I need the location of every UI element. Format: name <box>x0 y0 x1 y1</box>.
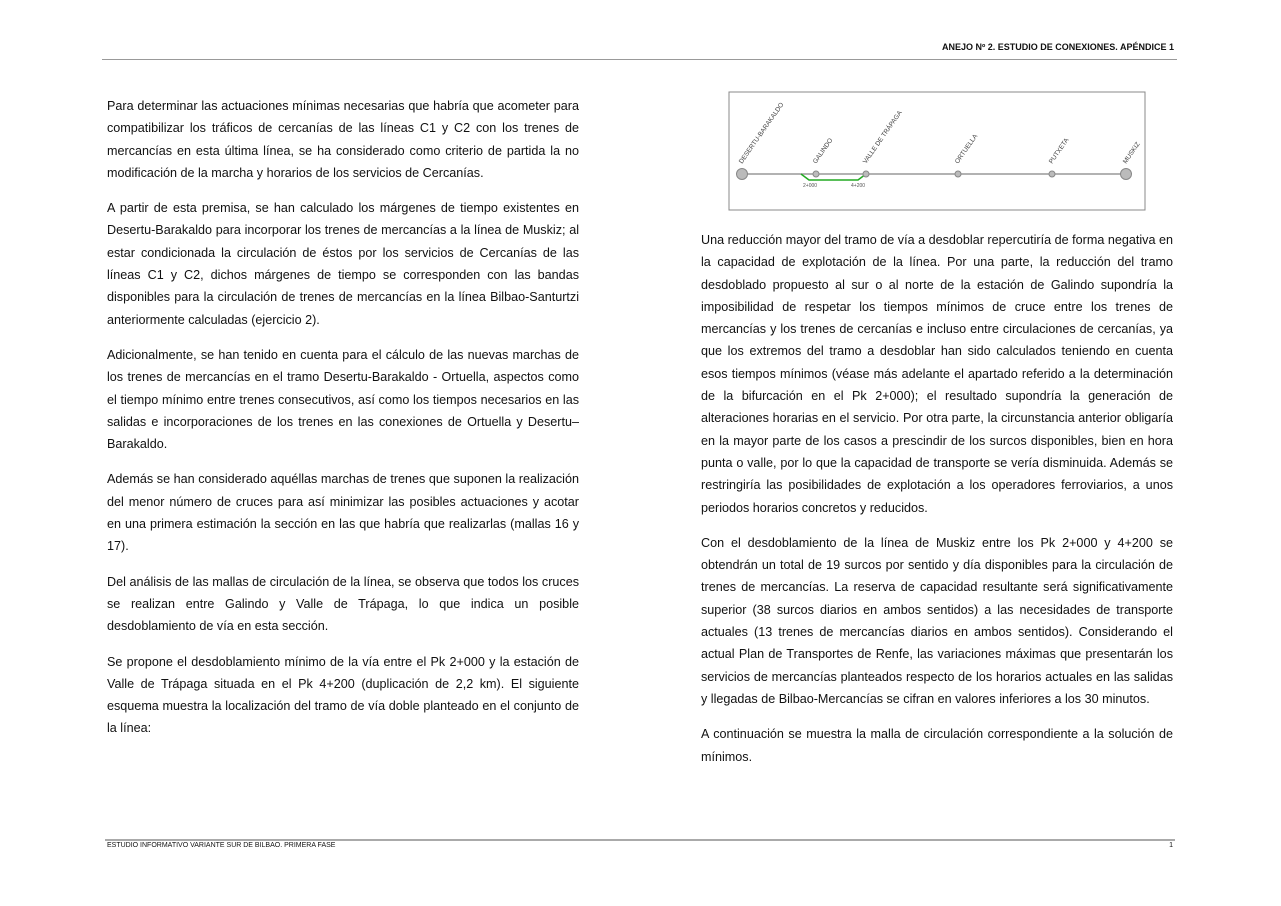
paragraph: Adicionalmente, se han tenido en cuenta para el cálculo de las nuevas marchas de los trenes de mercancías en el tramo Desertu-Barakaldo - Ortuella, aspectos como el tiempo mínimo entre trenes consecutivos, así como los tiempos necesarios en las salidas e incorporaciones de los trenes en las conexiones de Ortuella y Desertu–Barakaldo. <box>107 347 579 452</box>
station-marker <box>813 171 819 177</box>
station-marker <box>1121 169 1132 180</box>
paragraph: Para determinar las actuaciones mínimas necesarias que habría que acometer para compatibilizar los tráficos de cercanías de las líneas C1 y C2 con los trenes de mercancías en esta última línea, se ha considerado como criterio de partida la no modificación de la marcha y horarios de los servicios de Cercanías. <box>107 99 579 180</box>
station-label: DESERTU-BARAKALDO <box>737 101 786 166</box>
diagram-frame <box>729 92 1145 210</box>
station-label: MUSKIZ <box>1121 141 1142 166</box>
paragraph: Del análisis de las mallas de circulación de la línea, se observa que todos los cruces se realizan entre Galindo y Valle de Trápaga, lo que indica un posible desdoblamiento de vía en esta sección. <box>107 574 579 634</box>
station-marker <box>1049 171 1055 177</box>
station-label: GALINDO <box>811 137 835 166</box>
station-label: VALLE DE TRÁPAGA <box>861 109 904 166</box>
paragraph: Con el desdoblamiento de la línea de Muskiz entre los Pk 2+000 y 4+200 se obtendrán un total de 19 surcos por sentido y día disponibles para la circulación de trenes de mercancías. La reserva de capacidad resultante será significativamente superior (38 surcos diarios en ambos sentidos) a las necesidades de transporte actuales (13 trenes de mercancías diarios en ambos sentidos). Considerando el actual Plan de Transportes de Renfe, las variaciones máximas que presentarán los servicios de mercancías planteados respecto de los horarios actuales en las salidas y llegadas de Bilbao-Mercancías se cifran en valores inferiores a los 30 minutos. <box>701 535 1173 706</box>
station-label: ORTUELLA <box>953 133 980 166</box>
paragraph: A continuación se muestra la malla de circulación correspondiente a la solución de mínimos. <box>701 727 1173 764</box>
pk-end-label: 4+200 <box>851 183 866 189</box>
paragraph: Además se han considerado aquéllas marchas de trenes que suponen la realización del menor número de cruces para así minimizar las posibles actuaciones y acotar en una primera estimación la sección en las que habría que realizarlas (mallas 16 y 17). <box>107 472 579 554</box>
station-label: PUTXETA <box>1047 136 1071 166</box>
paragraph: Se propone el desdoblamiento mínimo de la vía entre el Pk 2+000 y la estación de Valle de Trápaga situada en el Pk 4+200 (duplicación de 2,2 km). El siguiente esquema muestra la localización del tramo de vía doble planteado en el conjunto de la línea: <box>107 654 579 736</box>
running-footer: ESTUDIO INFORMATIVO VARIANTE SUR DE BILBAO. PRIMERA FASE <box>107 842 336 849</box>
station-marker <box>737 169 748 180</box>
station-marker <box>955 171 961 177</box>
page-number: 1 <box>1169 842 1173 849</box>
footer-rule <box>105 839 1175 841</box>
paragraph: Una reducción mayor del tramo de vía a desdoblar repercutiría de forma negativa en la capacidad de explotación de la línea. Por una parte, la reducción del tramo desdoblado propuesto al sur o al norte de la estación de Galindo supondría la imposibilidad de respetar los tiempos mínimos de cruce entre los trenes de mercancías y los trenes de cercanías e incluso entre circulaciones de cercanías, ya que los extremos del tramo a desdoblar han sido calculados teniendo en cuenta esos tiempos mínimos (véase más adelante el apartado referido a la determinación de la bifurcación en el Pk 2+000); el resultado supondría la generación de alteraciones horarias en el servicio. Por otra parte, la circunstancia anterior obligaría en la mayor parte de los casos a prescindir de los surcos disponibles, bien en hora punta o valle, por lo que la capacidad de transporte se vería disminuida. Además se restringiría las posibilidades de explotación a los operadores ferroviarios, a unos periodos horarios concretos y reducidos. <box>701 233 1173 515</box>
station-marker <box>863 171 869 177</box>
running-header: ANEJO Nº 2. ESTUDIO DE CONEXIONES. APÉNDICE 1 <box>941 42 1174 52</box>
paragraph: A partir de esta premisa, se han calculado los márgenes de tiempo existentes en Desertu-Barakaldo para incorporar los trenes de mercancías a la línea de Muskiz; al estar condicionada la circulación de éstos por los servicios de Cercanías de las líneas C1 y C2, dichos márgenes de tiempo se corresponden con las bandas disponibles para la circulación de trenes de mercancías en la línea Bilbao-Santurtzi anteriormente calculadas (ejercicio 2). <box>107 201 579 327</box>
pk-start-label: 2+000 <box>803 183 818 189</box>
